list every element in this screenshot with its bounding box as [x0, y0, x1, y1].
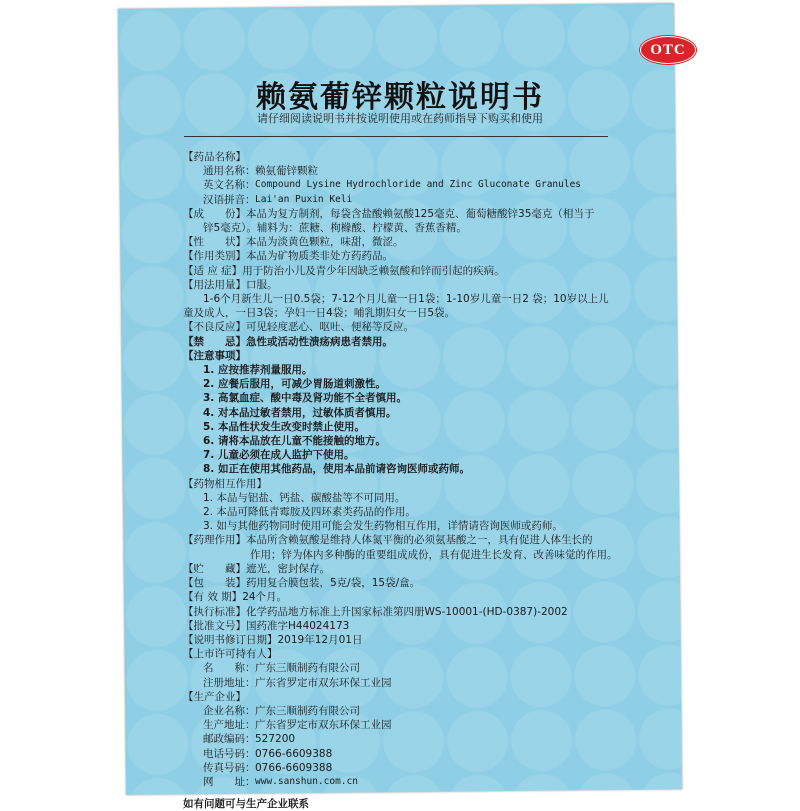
interaction-item: 3. 如与其他药物同时使用可能会发生药物相互作用，详情请咨询医师或药师。	[203, 520, 563, 533]
document-title: 赖氨葡锌颗粒说明书	[256, 80, 544, 115]
indication-label: 【适 应 症】	[183, 264, 243, 277]
storage-label: 【贮 藏】	[183, 562, 246, 575]
maker-name-label: 企业名称：	[203, 704, 256, 717]
category-label: 【作用类别】	[183, 250, 246, 263]
fax-number: 0766-6609388	[255, 761, 333, 774]
holder-address: 广东省罗定市双东环保工业园	[255, 676, 392, 689]
dosage-label: 【用法用量】	[183, 278, 246, 291]
generic-name-row	[183, 164, 623, 178]
package-row	[183, 576, 623, 590]
phone-label: 电话号码：	[203, 747, 256, 760]
dosage-line-1: 1-6个月新生儿一日0.5袋；7-12个月儿童一日1袋；1-10岁儿童一日2 袋；10岁以上儿	[203, 293, 609, 306]
standard: 化学药品地方标准上升国家标准第四册WS-10001-(HD-0387)-2002	[246, 605, 568, 618]
website-label: 网 址：	[203, 775, 256, 788]
interactions-heading: 【药物相互作用】	[183, 477, 267, 490]
pharmacology-label: 【药理作用】	[183, 534, 246, 547]
revision-row	[183, 633, 623, 647]
pinyin-label: 汉语拼音：	[203, 193, 256, 206]
contraindication-label: 【禁 忌】	[183, 335, 246, 348]
pharmacology: 本品所含赖氨酸是维持人体氮平衡的必须氨基酸之一，具有促进人体生长的	[246, 534, 593, 547]
pharmacology-cont: 作用；锌为体内多种酶的重要组成成份，具有促进生长发育、改善味觉的作用。	[250, 548, 618, 561]
maker-name: 广东三顺制药有限公司	[255, 704, 360, 717]
maker-address-label: 生产地址：	[203, 719, 256, 732]
phone-number: 0766-6609388	[255, 747, 333, 760]
website-row	[183, 775, 623, 789]
adverse-row	[183, 320, 623, 334]
maker-name-row	[183, 704, 623, 718]
adverse-reactions: 可见轻度恶心、呕吐、便秘等反应。	[246, 321, 414, 334]
validity-label: 【有 效 期】	[183, 591, 243, 604]
english-name-row	[183, 178, 623, 192]
title-divider	[184, 136, 608, 137]
holder-address-row	[183, 676, 623, 690]
storage-row	[183, 562, 623, 576]
indication-row	[183, 264, 623, 278]
package: 药用复合膜包装，5克/袋，15袋/盒。	[246, 577, 421, 590]
interaction-item: 2. 本品可降低青霉胺及四环素类药品的作用。	[203, 506, 416, 519]
dosage-line-2: 童及成人，一日3袋；孕妇一日4袋；哺乳期妇女一日5袋。	[183, 307, 456, 320]
composition: 本品为复方制剂，每袋含盐酸赖氨酸125毫克、葡萄糖酸锌35毫克（相当于	[246, 207, 595, 220]
storage: 遮光，密封保存。	[246, 562, 330, 575]
contraindication-row	[183, 335, 623, 349]
precaution-item: 5. 本品性状发生改变时禁止使用。	[203, 420, 365, 433]
english-name-label: 英文名称：	[203, 179, 256, 192]
zip-label: 邮政编码：	[203, 733, 256, 746]
validity: 24个月。	[242, 591, 288, 604]
holder-address-label: 注册地址：	[203, 676, 256, 689]
zip-row	[183, 732, 623, 746]
contraindication: 急性或活动性溃疡病患者禁用。	[246, 335, 393, 348]
approval-label: 【批准文号】	[183, 619, 246, 632]
precaution-item: 1. 应按推荐剂量服用。	[203, 364, 313, 377]
fax-label: 传真号码：	[203, 761, 256, 774]
otc-badge: OTC	[640, 36, 696, 64]
holder-heading: 【上市许可持有人】	[183, 648, 278, 661]
dosage: 口服。	[246, 278, 278, 291]
approval-row	[183, 619, 623, 633]
precaution-item: 7. 儿童必须在成人监护下使用。	[203, 449, 355, 462]
pinyin-name: Lai'an Puxin Keli	[255, 193, 353, 205]
fax-row	[183, 761, 623, 775]
english-name: Compound Lysine Hydrochloride and Zinc Gluconate Granules	[255, 179, 582, 191]
manufacturer-heading: 【生产企业】	[183, 690, 246, 703]
precaution-item: 6. 请将本品放在儿童不能接触的地方。	[203, 435, 386, 448]
composition-label: 【成 份】	[183, 207, 246, 220]
document-subtitle: 请仔细阅读说明书并按说明使用或在药师指导下购买和使用	[257, 112, 543, 125]
dosage-row	[183, 278, 623, 292]
category: 本品为矿物质类非处方药药品。	[246, 250, 393, 263]
properties: 本品为淡黄色颗粒，味甜，微涩。	[246, 236, 404, 249]
precaution-item: 3. 高氯血症、酸中毒及肾功能不全者慎用。	[203, 392, 407, 405]
standard-row	[183, 605, 623, 619]
indication: 用于防治小儿及青少年因缺乏赖氨酸和锌而引起的疾病。	[242, 264, 505, 277]
generic-name: 赖氨葡锌颗粒	[255, 165, 318, 178]
holder-name: 广东三顺制药有限公司	[255, 662, 360, 675]
leaflet-body	[183, 150, 623, 811]
footer-contact-note: 如有问题可与生产企业联系	[183, 798, 309, 811]
website: www.sanshun.com.cn	[255, 775, 358, 787]
composition-cont: 锌5毫克）。辅料为：蔗糖、枸橼酸、柠檬黄、香蕉香精。	[203, 222, 467, 235]
precaution-item: 4. 对本品过敏者禁用，过敏体质者慎用。	[203, 406, 397, 419]
package-label: 【包 装】	[183, 577, 246, 590]
properties-row	[183, 235, 623, 249]
composition-row	[183, 207, 623, 221]
revision-label: 【说明书修订日期】	[183, 633, 278, 646]
zip-code: 527200	[255, 733, 296, 746]
properties-label: 【性 状】	[183, 236, 246, 249]
pinyin-row	[183, 193, 623, 207]
standard-label: 【执行标准】	[183, 605, 246, 618]
maker-address-row	[183, 718, 623, 732]
validity-row	[183, 590, 623, 604]
drug-name-heading: 【药品名称】	[183, 151, 246, 163]
category-row	[183, 249, 623, 263]
pharmacology-row	[183, 533, 623, 547]
generic-name-label: 通用名称：	[203, 165, 256, 178]
precautions-heading: 【注意事项】	[183, 349, 246, 362]
revision-date: 2019年12月01日	[277, 633, 363, 646]
holder-name-label: 名 称：	[203, 662, 256, 675]
phone-row	[183, 747, 623, 761]
approval-number: 国药准字H44024173	[246, 619, 350, 632]
interaction-item: 1. 本品与铝盐、钙盐、碳酸盐等不可同用。	[203, 491, 406, 504]
holder-name-row	[183, 661, 623, 675]
maker-address: 广东省罗定市双东环保工业园	[255, 719, 392, 732]
adverse-label: 【不良反应】	[183, 321, 246, 334]
precaution-item: 8. 如正在使用其他药品，使用本品前请咨询医师或药师。	[203, 463, 470, 476]
precaution-item: 2. 应餐后服用，可减少胃肠道刺激性。	[203, 378, 386, 391]
